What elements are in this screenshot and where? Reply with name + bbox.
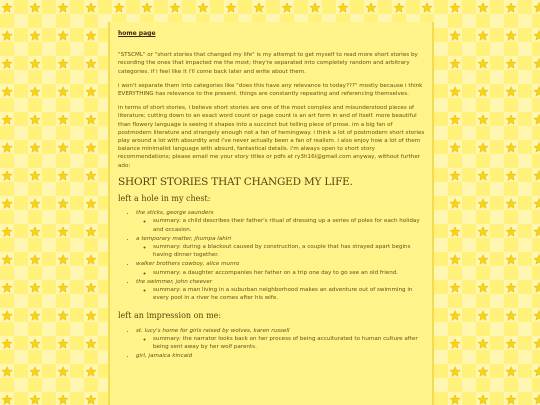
star-icon [450,339,460,349]
story-item [136,235,425,260]
star-icon [478,311,488,321]
star-icon [142,3,152,13]
star-icon [478,199,488,209]
star-icon [394,3,404,13]
star-icon [114,3,124,13]
star-icon [58,227,68,237]
star-icon [506,227,516,237]
star-icon [534,87,540,97]
star-icon [450,171,460,181]
star-icon [366,3,376,13]
story-title: st. lucy's home for girls raised by wolves, karen russell [136,327,290,334]
star-icon [30,395,40,405]
star-icon [86,31,96,41]
star-icon [58,143,68,153]
star-icon [506,199,516,209]
star-icon [478,283,488,293]
star-icon [310,3,320,13]
star-icon [478,171,488,181]
star-icon [2,367,12,377]
star-icon [2,395,12,405]
star-icon [450,115,460,125]
star-icon [506,87,516,97]
star-icon [86,255,96,265]
star-icon [450,367,460,377]
star-icon [86,171,96,181]
story-summary: ◦ summary: a child describes their father's ritual of dressing up a series of poles for each holiday and occasion. [153,217,425,233]
star-icon [30,115,40,125]
section-heading-left-an-impression: left an impression on me: [118,311,222,321]
star-icon [58,3,68,13]
star-icon [534,283,540,293]
star-icon [506,31,516,41]
star-icon [478,395,488,405]
star-icon [170,3,180,13]
star-icon [30,143,40,153]
story-item [136,260,425,276]
star-icon [254,3,264,13]
star-icon [2,171,12,181]
story-list [118,209,425,302]
star-icon [30,87,40,97]
story-item [136,278,425,303]
star-icon [338,3,348,13]
star-icon [450,143,460,153]
star-icon [478,339,488,349]
star-icon [534,227,540,237]
star-icon [30,3,40,13]
star-icon [534,3,540,13]
star-icon [86,311,96,321]
intro-paragraph-1: "STSCML" or "short stories that changed my life" is my attempt to get myself to read more short stories by recording the ones that impacted me the most; they're separated into completely random and arbitrary categories. if i feel like it i'll come back later and write about them. [118,52,418,75]
home-page-link[interactable]: home page [118,30,156,37]
star-icon [422,3,432,13]
star-icon [2,115,12,125]
page-content [110,22,432,361]
star-icon [506,3,516,13]
star-icon [534,311,540,321]
star-icon [506,283,516,293]
star-icon [2,283,12,293]
story-summary: ◦ summary: during a blackout caused by construction, a couple that has strayed apart begins having dinner together. [153,243,425,259]
star-icon [506,255,516,265]
star-icon [226,3,236,13]
star-icon [478,3,488,13]
star-icon [478,59,488,69]
star-icon [2,87,12,97]
star-icon [478,367,488,377]
star-icon [58,87,68,97]
star-icon [534,171,540,181]
star-icon [450,3,460,13]
story-title: the swimmer, john cheever [136,278,213,285]
star-icon [30,31,40,41]
star-icon [534,255,540,265]
star-icon [86,87,96,97]
star-icon [450,227,460,237]
page-title: SHORT STORIES THAT CHANGED MY LIFE. [118,175,353,188]
star-icon [198,3,208,13]
story-item [136,209,425,234]
star-icon [506,367,516,377]
star-icon [30,339,40,349]
story-item [136,352,425,360]
star-icon [2,3,12,13]
intro-paragraph-2: i won't separate them into categories like "does this have any relevance to today???" mostly because i think EVERYTHING has relevance to the present. things are constantly repeating and referencing themselves. [118,82,423,98]
star-icon [450,87,460,97]
star-icon [506,59,516,69]
star-icon [478,143,488,153]
star-icon [450,199,460,209]
star-icon [58,199,68,209]
star-icon [450,255,460,265]
star-icon [450,311,460,321]
star-icon [534,143,540,153]
star-icon [30,59,40,69]
star-icon [2,59,12,69]
star-icon [2,339,12,349]
star-icon [506,311,516,321]
star-icon [478,227,488,237]
intro-paragraph-3: in terms of short stories, i believe short stories are one of the most complex and misunderstood pieces of literature; cutting down to an exact word count or page count is an art form in and of itself. more beautiful than flowery language is seeing it shapes into a succinct but telling piece of prose. im a big fan of postmodern literature and strangely enough not a fan of hemingway. i think a lot of postmodern short stories play around a lot with absurdity and i've never actually been a fan of realism. i also enjoy how a lot of them balance minimalist language with absurd, fantastical details. i'm always open to short story recommendations; please email me your story titles or pdfs at ry3h16l@gmail.com anyway, without further ado: [118,105,425,169]
star-icon [86,3,96,13]
star-icon [534,115,540,125]
star-icon [478,255,488,265]
star-icon [58,283,68,293]
story-list [118,327,425,361]
star-icon [30,227,40,237]
star-icon [534,367,540,377]
star-icon [58,395,68,405]
star-icon [450,59,460,69]
star-icon [86,283,96,293]
star-icon [30,283,40,293]
star-icon [506,171,516,181]
star-icon [58,115,68,125]
story-title: the sticks, george saunders [136,210,214,217]
star-icon [30,199,40,209]
star-icon [58,31,68,41]
star-icon [30,255,40,265]
story-title: girl, jamaica kincaid [136,353,193,360]
star-icon [534,31,540,41]
story-item [136,327,425,352]
star-icon [30,367,40,377]
star-icon [86,115,96,125]
star-icon [534,395,540,405]
star-icon [282,3,292,13]
star-icon [86,395,96,405]
star-icon [2,311,12,321]
star-icon [86,143,96,153]
star-icon [58,367,68,377]
star-icon [58,255,68,265]
section-heading-left-a-hole: left a hole in my chest: [118,194,211,204]
star-icon [478,87,488,97]
story-title: a temporary matter, jhumpa lahiri [136,235,232,242]
star-icon [506,339,516,349]
star-icon [478,31,488,41]
star-icon [2,255,12,265]
star-icon [30,171,40,181]
star-icon [58,59,68,69]
star-icon [450,283,460,293]
star-icon [450,31,460,41]
star-icon [534,339,540,349]
star-icon [2,31,12,41]
story-summary: ◦ summary: a daughter accompanies her father on a trip one day to go see an old friend. [153,269,425,277]
star-icon [2,199,12,209]
star-icon [534,59,540,69]
star-icon [58,171,68,181]
star-icon [506,395,516,405]
star-icon [58,311,68,321]
content-panel [108,22,434,405]
story-summary: ◦ summary: a man living in a suburban neighborhood makes an adventure out of swimming in every pool in a river he comes after his wife. [153,286,425,302]
star-icon [86,199,96,209]
star-icon [86,59,96,69]
star-icon [450,395,460,405]
story-summary: ◦ summary: the narrator looks back on her process of being acculturated to human culture after being sent away by her wolf parents. [153,335,425,351]
star-icon [58,339,68,349]
star-icon [506,143,516,153]
star-icon [2,143,12,153]
star-icon [478,115,488,125]
star-icon [506,115,516,125]
star-icon [86,367,96,377]
star-icon [30,311,40,321]
star-icon [86,227,96,237]
story-title: walker brothers cowboy, alice munro [136,261,240,268]
star-icon [86,339,96,349]
star-icon [534,199,540,209]
star-icon [2,227,12,237]
